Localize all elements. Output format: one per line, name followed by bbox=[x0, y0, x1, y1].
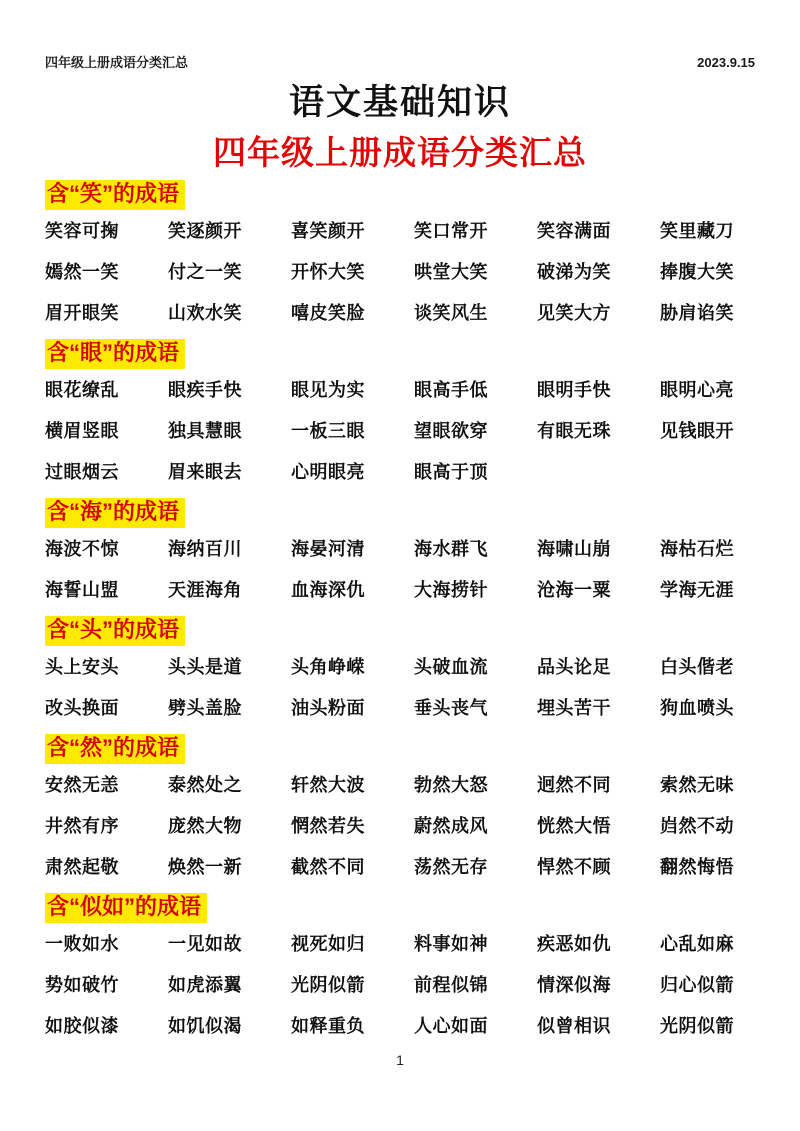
page-number: 1 bbox=[396, 1052, 404, 1068]
idiom: 头角峥嵘 bbox=[291, 657, 365, 678]
idiom: 笑口常开 bbox=[414, 221, 488, 242]
idiom: 海纳百川 bbox=[168, 539, 242, 560]
idiom: 笑容可掬 bbox=[45, 221, 119, 242]
idiom-row bbox=[45, 1005, 783, 1046]
section-header: 含“海”的成语 bbox=[45, 498, 185, 528]
idiom: 索然无味 bbox=[660, 775, 734, 796]
idiom-row bbox=[45, 410, 783, 451]
idiom: 独具慧眼 bbox=[168, 421, 242, 442]
idiom: 似曾相识 bbox=[537, 1016, 611, 1037]
idiom-row bbox=[45, 805, 783, 846]
idiom: 天涯海角 bbox=[168, 580, 242, 601]
idiom: 一见如故 bbox=[168, 934, 242, 955]
idiom: 海波不惊 bbox=[45, 539, 119, 560]
idiom: 谈笑风生 bbox=[414, 303, 488, 324]
idiom-sections bbox=[45, 174, 755, 1046]
idiom: 眼花缭乱 bbox=[45, 380, 119, 401]
idiom: 横眉竖眼 bbox=[45, 421, 119, 442]
idiom: 头上安头 bbox=[45, 657, 119, 678]
idiom: 改头换面 bbox=[45, 698, 119, 719]
section-header: 含“头”的成语 bbox=[45, 616, 185, 646]
idiom-row bbox=[45, 846, 783, 887]
idiom: 焕然一新 bbox=[168, 857, 242, 878]
idiom: 海誓山盟 bbox=[45, 580, 119, 601]
idiom: 见钱眼开 bbox=[660, 421, 734, 442]
idiom: 光阴似箭 bbox=[291, 975, 365, 996]
idiom: 如虎添翼 bbox=[168, 975, 242, 996]
idiom: 嘻皮笑脸 bbox=[291, 303, 365, 324]
idiom: 安然无恙 bbox=[45, 775, 119, 796]
idiom: 眉开眼笑 bbox=[45, 303, 119, 324]
idiom: 海枯石烂 bbox=[660, 539, 734, 560]
section-header: 含“然”的成语 bbox=[45, 734, 185, 764]
idiom: 见笑大方 bbox=[537, 303, 611, 324]
idiom: 疾恶如仇 bbox=[537, 934, 611, 955]
idiom: 破涕为笑 bbox=[537, 262, 611, 283]
idiom: 大海捞针 bbox=[414, 580, 488, 601]
idiom: 垂头丧气 bbox=[414, 698, 488, 719]
idiom-row bbox=[45, 451, 783, 492]
idiom: 望眼欲穿 bbox=[414, 421, 488, 442]
idiom: 笑逐颜开 bbox=[168, 221, 242, 242]
idiom-row bbox=[45, 292, 783, 333]
idiom: 泰然处之 bbox=[168, 775, 242, 796]
idiom: 哄堂大笑 bbox=[414, 262, 488, 283]
idiom-row bbox=[45, 528, 783, 569]
date-text: 2023.9.15 bbox=[697, 55, 755, 70]
idiom: 荡然无存 bbox=[414, 857, 488, 878]
idiom: 嫣然一笑 bbox=[45, 262, 119, 283]
idiom: 头头是道 bbox=[168, 657, 242, 678]
section-header: 含“笑”的成语 bbox=[45, 180, 185, 210]
idiom: 白头偕老 bbox=[660, 657, 734, 678]
idiom: 心乱如麻 bbox=[660, 934, 734, 955]
idiom: 轩然大波 bbox=[291, 775, 365, 796]
idiom-row bbox=[45, 923, 783, 964]
page-title: 语文基础知识 bbox=[288, 83, 511, 122]
idiom: 开怀大笑 bbox=[291, 262, 365, 283]
idiom: 海水群飞 bbox=[414, 539, 488, 560]
idiom: 劈头盖脸 bbox=[168, 698, 242, 719]
idiom: 眼明心亮 bbox=[660, 380, 734, 401]
idiom: 截然不同 bbox=[291, 857, 365, 878]
idiom: 山欢水笑 bbox=[168, 303, 242, 324]
idiom: 井然有序 bbox=[45, 816, 119, 837]
page-subtitle: 四年级上册成语分类汇总 bbox=[213, 134, 587, 172]
idiom: 笑容满面 bbox=[537, 221, 611, 242]
idiom-row bbox=[45, 251, 783, 292]
section-header: 含“眼”的成语 bbox=[45, 339, 185, 369]
idiom-row bbox=[45, 646, 783, 687]
idiom: 料事如神 bbox=[414, 934, 488, 955]
page-meta-row bbox=[45, 52, 755, 71]
idiom: 沧海一粟 bbox=[537, 580, 611, 601]
idiom: 翻然悔悟 bbox=[660, 857, 734, 878]
idiom: 埋头苦干 bbox=[537, 698, 611, 719]
idiom: 喜笑颜开 bbox=[291, 221, 365, 242]
idiom: 捧腹大笑 bbox=[660, 262, 734, 283]
idiom: 油头粉面 bbox=[291, 698, 365, 719]
idiom: 心明眼亮 bbox=[291, 462, 365, 483]
idiom: 海啸山崩 bbox=[537, 539, 611, 560]
idiom: 肃然起敬 bbox=[45, 857, 119, 878]
idiom: 视死如归 bbox=[291, 934, 365, 955]
idiom: 庞然大物 bbox=[168, 816, 242, 837]
idiom: 眼明手快 bbox=[537, 380, 611, 401]
idiom: 眼见为实 bbox=[291, 380, 365, 401]
idiom: 一败如水 bbox=[45, 934, 119, 955]
idiom: 悍然不顾 bbox=[537, 857, 611, 878]
idiom: 胁肩谄笑 bbox=[660, 303, 734, 324]
idiom: 学海无涯 bbox=[660, 580, 734, 601]
idiom: 势如破竹 bbox=[45, 975, 119, 996]
idiom: 头破血流 bbox=[414, 657, 488, 678]
idiom: 品头论足 bbox=[537, 657, 611, 678]
idiom: 血海深仇 bbox=[291, 580, 365, 601]
idiom: 笑里藏刀 bbox=[660, 221, 734, 242]
idiom: 眉来眼去 bbox=[168, 462, 242, 483]
idiom: 海晏河清 bbox=[291, 539, 365, 560]
idiom-row bbox=[45, 687, 783, 728]
idiom: 迥然不同 bbox=[537, 775, 611, 796]
idiom: 蔚然成风 bbox=[414, 816, 488, 837]
idiom: 如释重负 bbox=[291, 1016, 365, 1037]
section-header: 含“似如”的成语 bbox=[45, 893, 207, 923]
idiom: 勃然大怒 bbox=[414, 775, 488, 796]
idiom: 有眼无珠 bbox=[537, 421, 611, 442]
idiom: 人心如面 bbox=[414, 1016, 488, 1037]
idiom: 如饥似渴 bbox=[168, 1016, 242, 1037]
idiom: 付之一笑 bbox=[168, 262, 242, 283]
idiom-row bbox=[45, 569, 783, 610]
idiom: 情深似海 bbox=[537, 975, 611, 996]
idiom: 过眼烟云 bbox=[45, 462, 119, 483]
idiom: 惘然若失 bbox=[291, 816, 365, 837]
idiom: 前程似锦 bbox=[414, 975, 488, 996]
running-header-text: 四年级上册成语分类汇总 bbox=[45, 55, 189, 70]
idiom-row bbox=[45, 369, 783, 410]
idiom: 恍然大悟 bbox=[537, 816, 611, 837]
idiom: 岿然不动 bbox=[660, 816, 734, 837]
idiom: 光阴似箭 bbox=[660, 1016, 734, 1037]
idiom: 眼高手低 bbox=[414, 380, 488, 401]
idiom-row bbox=[45, 764, 783, 805]
idiom-row bbox=[45, 964, 783, 1005]
idiom: 眼疾手快 bbox=[168, 380, 242, 401]
idiom: 一板三眼 bbox=[291, 421, 365, 442]
idiom-row bbox=[45, 210, 783, 251]
idiom: 眼高于顶 bbox=[414, 462, 488, 483]
idiom: 狗血喷头 bbox=[660, 698, 734, 719]
idiom: 如胶似漆 bbox=[45, 1016, 119, 1037]
idiom: 归心似箭 bbox=[660, 975, 734, 996]
